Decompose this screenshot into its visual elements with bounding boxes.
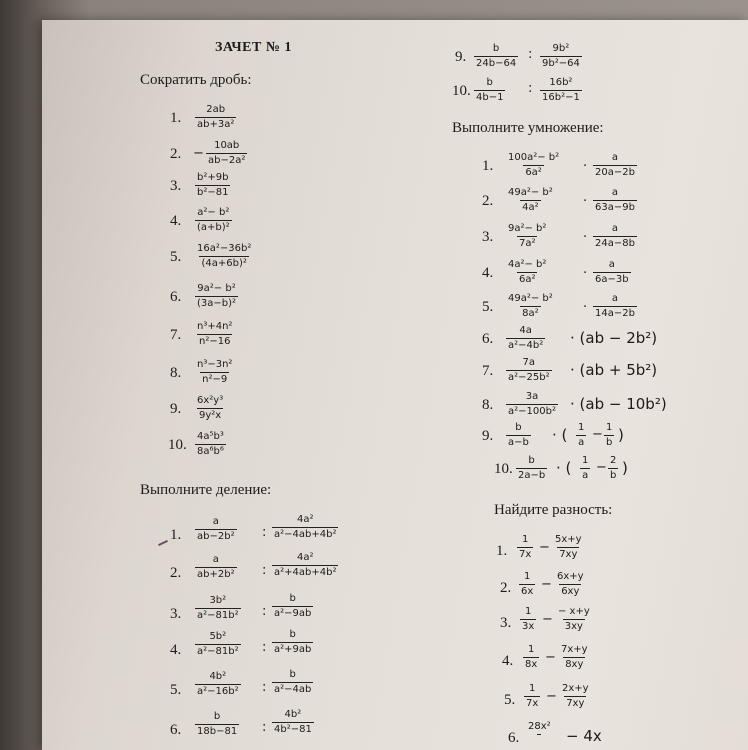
fraction	[206, 141, 247, 166]
problem-number: 9.	[482, 428, 494, 444]
problem-number: 6.	[482, 331, 494, 347]
fraction	[593, 260, 631, 285]
fraction	[523, 645, 539, 670]
fraction-denominator: ab−2b²	[197, 531, 235, 542]
fraction-denominator: a²−9ab	[274, 608, 312, 619]
fraction	[553, 535, 584, 560]
section-difference-heading: Найдите разность:	[494, 502, 613, 518]
fraction-denominator: 4b²−81	[274, 724, 312, 735]
fraction-denominator: 7x	[519, 549, 532, 560]
fraction	[559, 645, 590, 670]
problem-number: 9.	[455, 49, 467, 65]
fraction	[593, 224, 637, 249]
fraction-denominator: (3a−b)²	[197, 298, 237, 309]
colon-operator: :	[262, 680, 267, 695]
difference-tail: − 4x	[566, 727, 602, 745]
fraction	[526, 722, 553, 737]
fraction-numerator: 4a⁵b³	[197, 431, 224, 442]
fraction-denominator: b	[606, 437, 613, 448]
fraction	[580, 456, 590, 481]
fraction-numerator: b	[492, 43, 500, 54]
problem-number: 1.	[496, 543, 508, 559]
fraction-denominator: a²−4ab	[274, 684, 312, 695]
fraction-numerator: 5x+y	[555, 534, 582, 545]
colon-operator: :	[528, 47, 533, 62]
minus-operator: −	[545, 650, 556, 665]
problem-number: 1.	[170, 110, 182, 126]
problem-number: 5.	[504, 692, 516, 708]
problem-number: 10.	[494, 461, 513, 477]
fraction	[506, 188, 555, 213]
fraction-denominator: a²−81b²	[197, 646, 239, 657]
problem-number: 2.	[500, 580, 512, 596]
fraction	[195, 173, 230, 198]
minus-operator: −	[596, 460, 607, 475]
fraction	[272, 553, 338, 578]
fraction-numerator: 7x+y	[561, 644, 588, 655]
fraction-numerator: 4b²	[209, 671, 227, 682]
fraction-denominator: 7a²	[518, 238, 536, 249]
problem-number: 3.	[170, 606, 182, 622]
fraction-numerator: 16b²	[549, 77, 573, 88]
problem-number: 2.	[170, 565, 182, 581]
fraction	[195, 208, 232, 233]
fraction-denominator: 6xy	[561, 586, 580, 597]
fraction	[195, 596, 241, 621]
multiply-dot: ·	[583, 230, 588, 245]
problem-number: 5.	[170, 249, 182, 265]
fraction-numerator: a	[611, 187, 619, 198]
fraction-denominator	[537, 734, 541, 737]
problem-number: 10.	[452, 83, 471, 99]
fraction-denominator: 14a−2b	[595, 308, 635, 319]
fraction	[516, 456, 547, 481]
fraction-denominator: 6a²	[525, 167, 542, 178]
fraction	[593, 294, 637, 319]
fraction-denominator: 63a−9b	[595, 202, 635, 213]
fraction-denominator: 7xy	[559, 549, 578, 560]
fraction-denominator: a²−4b²	[508, 340, 544, 351]
fraction-numerator: 3b²	[209, 595, 227, 606]
fraction-denominator: a−b	[508, 437, 529, 448]
problem-number: 1.	[482, 158, 494, 174]
fraction	[506, 294, 555, 319]
fraction-denominator: a²−81b²	[197, 610, 239, 621]
fraction	[608, 456, 618, 481]
fraction-numerator: b	[213, 711, 221, 722]
fraction-numerator: a²− b²	[197, 207, 230, 218]
fraction-denominator: ab+2b²	[197, 569, 235, 580]
minus-operator: −	[539, 540, 550, 555]
fraction	[506, 260, 548, 285]
problem-number: 5.	[482, 299, 494, 315]
problem-number: 3.	[500, 615, 512, 631]
fraction	[506, 423, 531, 448]
fraction-numerator: b	[289, 669, 296, 680]
fraction-numerator: 4a²− b²	[508, 259, 547, 270]
problem-number: 9.	[170, 401, 182, 417]
fraction	[474, 44, 518, 69]
minus-operator: −	[542, 612, 553, 627]
problem-number: 4.	[170, 642, 182, 658]
multiply-dot: ·	[583, 300, 588, 315]
fraction-numerator: 100a²− b²	[508, 152, 560, 163]
colon-operator: :	[262, 640, 267, 655]
fraction-denominator: 2a−b	[518, 470, 546, 481]
fraction-denominator: 24a−8b	[595, 238, 635, 249]
fraction-denominator: (a+b)²	[197, 222, 230, 233]
problem-number: 8.	[482, 397, 494, 413]
fraction-denominator: 8x	[525, 659, 538, 670]
fraction-denominator: 9y²x	[199, 410, 222, 421]
fraction-numerator: 49a²− b²	[508, 293, 553, 304]
fraction-numerator: b	[515, 422, 522, 433]
fraction-numerator: 9b²	[552, 43, 570, 54]
colon-operator: :	[262, 720, 267, 735]
fraction	[272, 515, 338, 540]
fraction-denominator: ab−2a²	[208, 155, 246, 166]
fraction-denominator: 7xy	[566, 698, 585, 709]
minus-operator: −	[541, 577, 552, 592]
fraction-numerator: 1	[578, 422, 585, 433]
fraction-numerator: 10ab	[214, 140, 240, 151]
fraction	[272, 710, 314, 735]
fraction-denominator: (4a+6b)²	[201, 258, 247, 269]
fraction	[195, 284, 238, 309]
problem-number: 5.	[170, 682, 182, 698]
fraction-numerator: a	[212, 516, 219, 527]
problem-number: 4.	[482, 265, 494, 281]
worksheet-page	[42, 20, 748, 750]
fraction-numerator: 2x+y	[562, 683, 589, 694]
colon-operator: :	[262, 563, 267, 578]
fraction-denominator: n²−16	[198, 336, 231, 347]
fraction	[593, 188, 637, 213]
fraction	[540, 78, 582, 103]
fraction-numerator: 28x²	[528, 721, 551, 732]
fraction	[195, 396, 225, 421]
fraction-numerator: 1	[523, 571, 531, 582]
fraction-numerator: 49a²− b²	[508, 187, 553, 198]
fraction-numerator: 4a	[519, 325, 532, 336]
fraction-denominator: 16b²−1	[542, 92, 580, 103]
fraction	[517, 535, 533, 560]
fraction-denominator: ab+3a²	[197, 119, 235, 130]
fraction-numerator: b	[486, 77, 493, 88]
fraction-numerator: 5b²	[209, 631, 227, 642]
fraction	[506, 326, 545, 351]
fraction-denominator: a²+4ab+4b²	[274, 567, 337, 578]
colon-operator: :	[262, 525, 267, 540]
fraction-denominator: 4a²	[522, 202, 539, 213]
fraction	[506, 153, 561, 178]
fraction	[520, 607, 536, 632]
fraction-denominator: 24b−64	[476, 58, 517, 69]
colon-operator: :	[528, 81, 533, 96]
fraction	[540, 44, 582, 69]
fraction-numerator: 16a²−36b²	[197, 243, 252, 254]
fraction-numerator: 4a²	[296, 552, 314, 563]
fraction	[195, 632, 241, 657]
fraction-denominator: a²−25b²	[508, 372, 550, 383]
fraction-denominator: 7x	[526, 698, 539, 709]
problem-number: 2.	[170, 146, 182, 162]
fraction-numerator: 2ab	[206, 104, 226, 115]
problem-number: 8.	[170, 365, 182, 381]
fraction-denominator: 6x	[521, 586, 534, 597]
fraction	[576, 423, 586, 448]
fraction-denominator: 20a−2b	[595, 167, 635, 178]
fraction-numerator: 2	[610, 455, 617, 466]
fraction-numerator: n³−3n²	[197, 359, 233, 370]
problem-number: 3.	[170, 178, 182, 194]
fraction	[560, 684, 591, 709]
fraction	[272, 670, 313, 695]
colon-operator: :	[262, 604, 267, 619]
fraction-denominator: a	[582, 470, 589, 481]
page-title: ЗАЧЕТ № 1	[215, 40, 292, 55]
fraction-numerator: n³+4n²	[197, 321, 233, 332]
fraction-numerator: a	[611, 152, 619, 163]
fraction	[195, 712, 239, 737]
fraction-numerator: 1	[521, 534, 529, 545]
fraction	[195, 322, 234, 347]
fraction-denominator: 8a²	[522, 308, 539, 319]
fraction-denominator: 3x	[522, 621, 535, 632]
section-divide-heading: Выполните деление:	[140, 482, 272, 498]
fraction	[555, 572, 586, 597]
minus-operator: −	[546, 689, 557, 704]
fraction-denominator: 3xy	[564, 621, 583, 632]
problem-number: 4.	[170, 213, 182, 229]
problem-number: 3.	[482, 229, 494, 245]
fraction-numerator: 9a²− b²	[197, 283, 236, 294]
fraction-numerator: b	[528, 455, 535, 466]
fraction-denominator: a²+9ab	[274, 644, 312, 655]
minus-sign: −	[193, 146, 204, 161]
fraction-denominator: 8xy	[565, 659, 584, 670]
fraction-denominator: a²−4ab+4b²	[274, 529, 337, 540]
problem-number: 7.	[170, 327, 182, 343]
fraction-numerator: a	[608, 259, 615, 270]
close-paren: )	[618, 426, 624, 444]
fraction-numerator: 7a	[522, 357, 536, 368]
multiply-open: · (	[552, 426, 568, 444]
fraction	[272, 594, 313, 619]
fraction-denominator: 8a⁶b⁶	[197, 446, 224, 457]
problem-number: 6.	[170, 289, 182, 305]
fraction-numerator: a	[611, 293, 619, 304]
fraction-denominator: 18b−81	[197, 726, 238, 737]
problem-number: 4.	[502, 653, 514, 669]
multiply-dot: ·	[583, 266, 588, 281]
fraction-numerator: 1	[582, 455, 589, 466]
fraction	[474, 78, 505, 103]
fraction-numerator: 1	[524, 606, 532, 617]
fraction-numerator: 6x+y	[557, 571, 584, 582]
fraction	[604, 423, 614, 448]
fraction-numerator: 9a²− b²	[508, 223, 547, 234]
fraction-numerator: 1	[606, 422, 613, 433]
multiply-dot: ·	[583, 194, 588, 209]
problem-number: 7.	[482, 363, 494, 379]
fraction	[195, 517, 237, 542]
fraction-numerator: 4b²	[284, 709, 302, 720]
fraction	[506, 392, 558, 417]
multiply-factor: · (ab − 2b²)	[570, 329, 658, 347]
fraction	[556, 607, 592, 632]
problem-number: 1.	[170, 527, 182, 543]
fraction-denominator: a	[578, 437, 585, 448]
fraction-numerator: 6x²y³	[197, 395, 224, 406]
multiply-factor: · (ab − 10b²)	[570, 395, 667, 413]
fraction-denominator: a²−100b²	[508, 406, 556, 417]
fraction-numerator: a	[212, 554, 219, 565]
section-reduce-heading: Сократить дробь:	[140, 72, 252, 88]
fraction	[519, 572, 535, 597]
problem-number: 6.	[508, 730, 520, 746]
close-paren: )	[622, 459, 628, 477]
fraction	[506, 358, 552, 383]
fraction-numerator: b	[289, 629, 296, 640]
fraction-denominator: n²−9	[202, 374, 228, 385]
fraction-denominator: a²−16b²	[197, 686, 239, 697]
fraction-numerator: 1	[528, 683, 536, 694]
fraction-denominator: b	[610, 470, 617, 481]
multiply-factor: · (ab + 5b²)	[570, 361, 658, 379]
problem-number: 6.	[170, 722, 182, 738]
fraction-denominator: 9b²−64	[542, 58, 580, 69]
fraction	[506, 224, 548, 249]
multiply-dot: ·	[583, 159, 588, 174]
fraction	[195, 432, 226, 457]
fraction	[195, 672, 241, 697]
fraction-numerator: 4a²	[296, 514, 314, 525]
fraction-numerator: − x+y	[558, 606, 590, 617]
fraction-numerator: b	[289, 593, 296, 604]
fraction-denominator: 6a−3b	[595, 274, 629, 285]
fraction-denominator: 6a²	[518, 274, 536, 285]
problem-number: 10.	[168, 437, 187, 453]
fraction-denominator: b²−81	[197, 187, 229, 198]
fraction	[195, 244, 253, 269]
fraction	[524, 684, 540, 709]
fraction	[195, 555, 237, 580]
section-multiply-heading: Выполните умножение:	[452, 120, 604, 136]
fraction	[593, 153, 637, 178]
fraction	[272, 630, 313, 655]
problem-number: 2.	[482, 193, 494, 209]
fraction-numerator: a	[611, 223, 619, 234]
multiply-open: · (	[556, 459, 572, 477]
fraction-numerator: 1	[527, 644, 535, 655]
fraction	[195, 105, 236, 130]
fraction-numerator: 3a	[525, 391, 539, 402]
fraction-numerator: b²+9b	[197, 172, 229, 183]
fraction-denominator: 4b−1	[476, 92, 504, 103]
fraction	[195, 360, 234, 385]
minus-operator: −	[592, 427, 603, 442]
